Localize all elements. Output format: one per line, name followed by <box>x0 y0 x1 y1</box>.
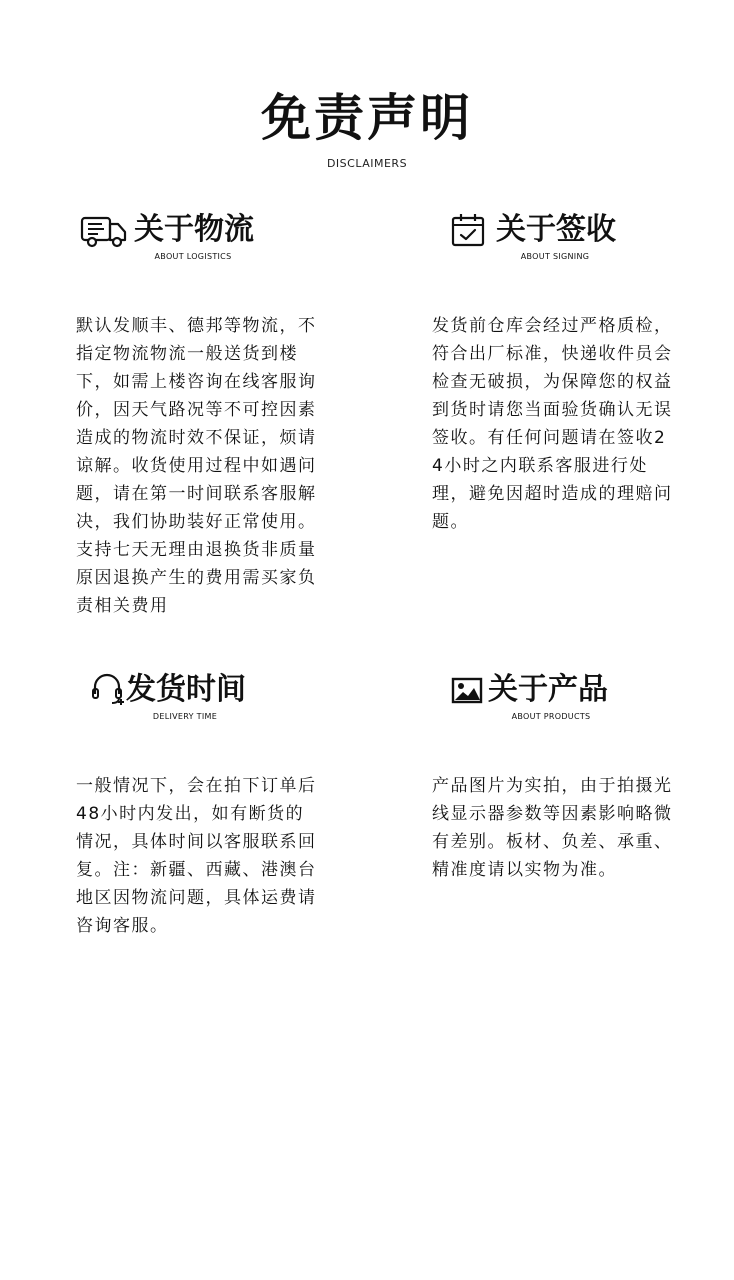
section-products-title: 关于产品 <box>488 672 608 707</box>
section-delivery-title: 发货时间 <box>126 672 246 707</box>
section-delivery-header <box>90 672 290 732</box>
section-logistics-header <box>80 212 280 272</box>
section-delivery-subtitle: DELIVERY TIME <box>152 712 218 721</box>
page-title: 免责声明 <box>261 89 473 147</box>
section-logistics-subtitle: ABOUT LOGISTICS <box>154 252 232 261</box>
delivery-truck-icon <box>80 212 128 248</box>
section-delivery-body: 一般情况下，会在拍下订单后48小时内发出，如有断货的情况，具体时间以客服联系回复。注：新疆、西藏、港澳台地区因物流问题，具体运费请咨询客服。 <box>76 776 317 936</box>
section-logistics-title: 关于物流 <box>134 212 254 247</box>
section-products-body: 产品图片为实拍，由于拍摄光线显示器参数等因素影响略微有差别。板材、负差、承重、精准度请以实物为准。 <box>432 776 673 880</box>
section-logistics-body: 默认发顺丰、德邦等物流，不指定物流物流一般送货到楼下，如需上楼咨询在线客服询价，因天气路况等不可控因素造成的物流时效不保证，烦请谅解。收货使用过程中如遇问题，请在第一时间联系客服解决，我们协助装好正常使用。支持七天无理由退换货非质量原因退换产生的费用需买家负责相关费用 <box>76 316 317 616</box>
section-signing-title: 关于签收 <box>496 212 616 247</box>
section-signing-subtitle: ABOUT SIGNING <box>520 252 590 261</box>
section-signing-body: 发货前仓库会经过严格质检，符合出厂标准，快递收件员会检查无破损，为保障您的权益到货时请您当面验货确认无误签收。有任何问题请在签收24小时之内联系客服进行处理，避免因超时造成的理赔问题。 <box>432 316 673 532</box>
section-products-header <box>450 672 650 732</box>
section-signing-header <box>450 212 650 272</box>
section-products-subtitle: ABOUT PRODUCTS <box>511 712 591 721</box>
calendar-check-icon <box>450 212 498 248</box>
page-subtitle: DISCLAIMERS <box>326 157 408 170</box>
